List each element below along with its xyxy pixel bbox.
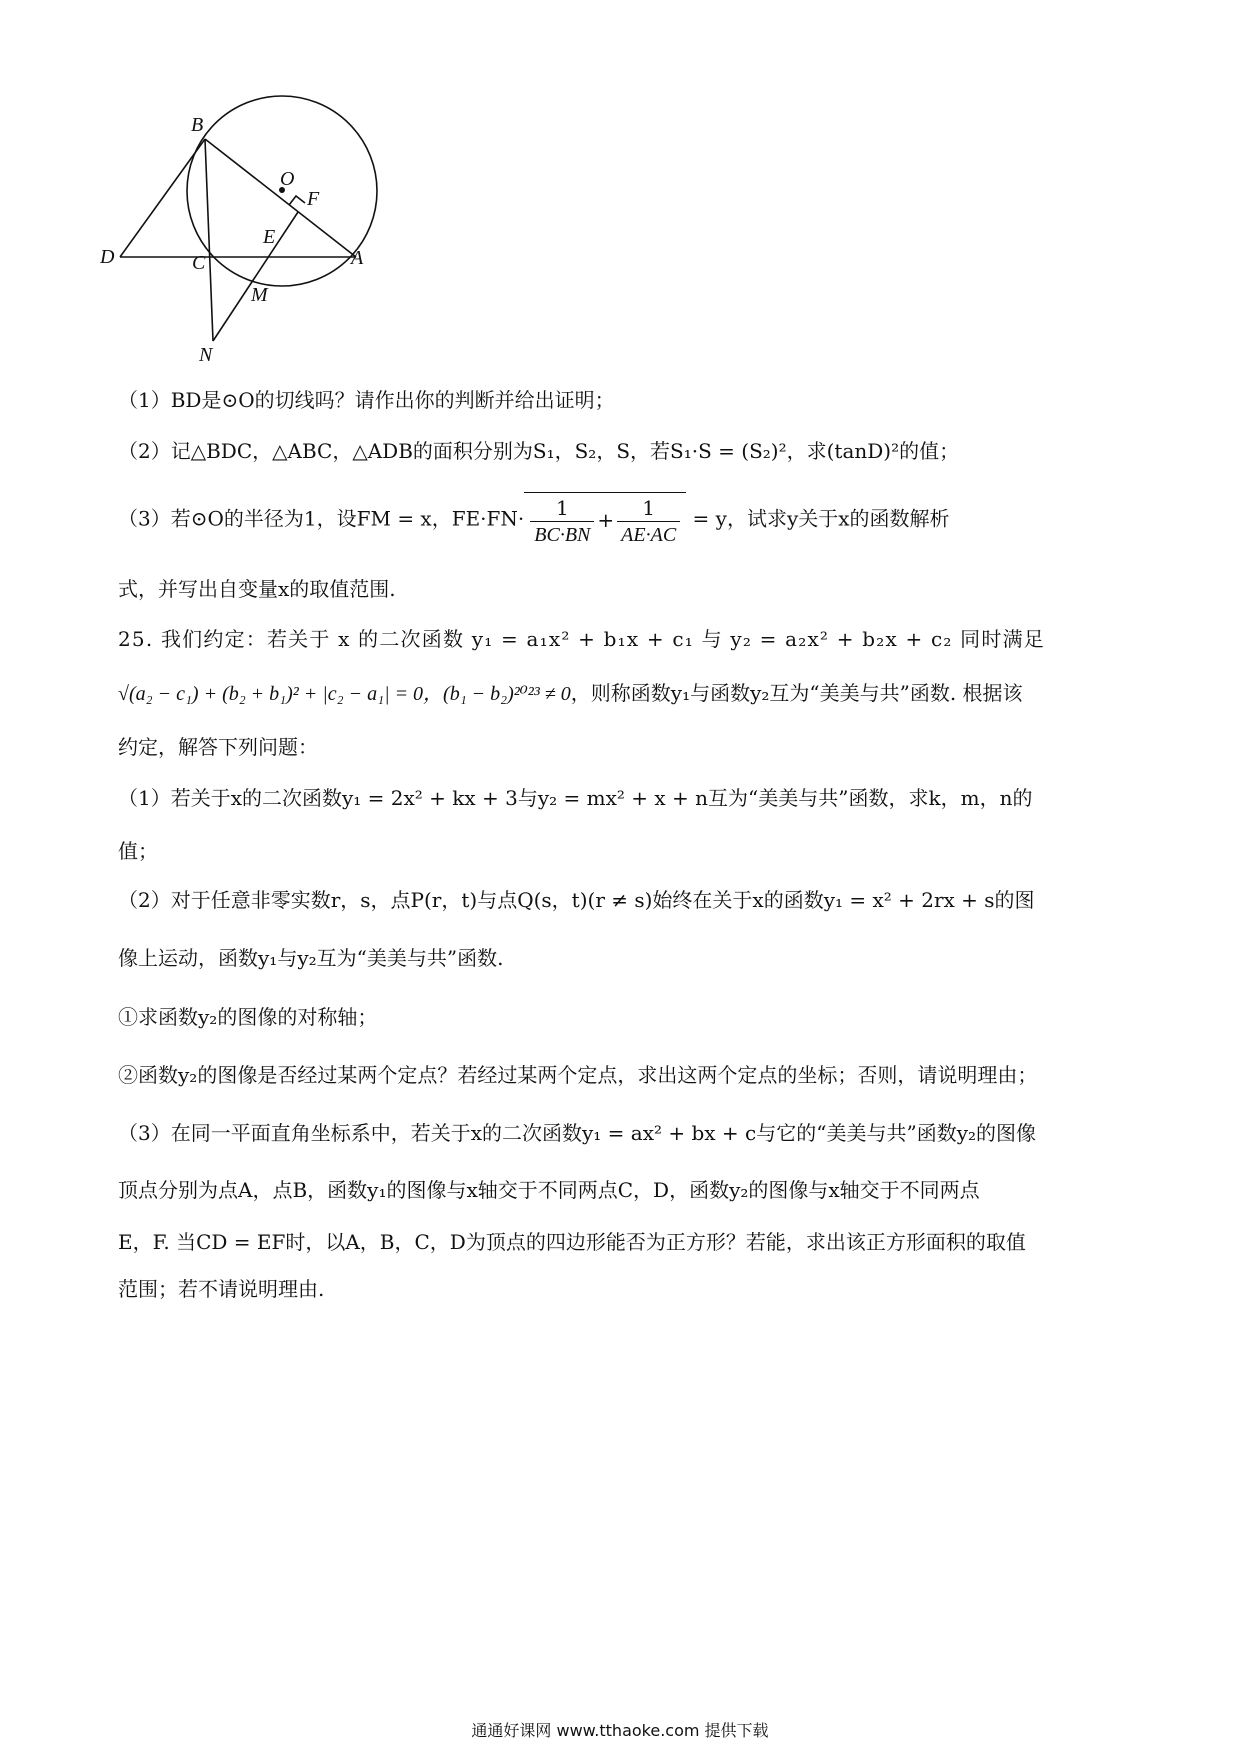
q25-part3-line2: 顶点分别为点A，点B，函数y₁的图像与x轴交于不同两点C，D，函数y₂的图像与x轴交于不同两点: [118, 1178, 980, 1202]
q24-part3-text-a: （3）若⊙O的半径为1，设FM = x，FE·FN·: [118, 506, 525, 531]
plus-sign: +: [597, 508, 615, 532]
q25-part2-item1: ①求函数y₂的图像的对称轴；: [118, 1005, 378, 1029]
q25-condition-formula: √(a₂ − c₁) + (b₂ + b₁)² + |c₂ − a₁| = 0，(b₁ − b₂)²⁰²³ ≠ 0: [118, 683, 571, 705]
q24-part3-fraction-1: [530, 495, 594, 548]
page-footer: 通通好课网 www.tthaoke.com 提供下载: [471, 1721, 769, 1740]
segment-bn: [205, 139, 213, 341]
label-b: B: [191, 114, 204, 136]
q24-part2: （2）记△BDC，△ABC，△ADB的面积分别为S₁，S₂，S，若S₁·S = (S₂)²，求(tanD)²的值；: [118, 439, 960, 463]
q25-part2-line1: （2）对于任意非零实数r，s，点P(r，t)与点Q(s，t)(r ≠ s)始终在关于x的函数y₁ = x² + 2rx + s的图: [118, 888, 1035, 912]
q25-intro-line1: 25. 我们约定：若关于 x 的二次函数 y₁ = a₁x² + b₁x + c₁ 与 y₂ = a₂x² + b₂x + c₂ 同时满足: [118, 627, 1045, 651]
geometry-figure: [100, 95, 440, 415]
label-f: F: [307, 188, 320, 210]
label-e: E: [263, 226, 276, 248]
label-c: C: [192, 252, 206, 274]
q24-part3-text-b: = y，试求y关于x的函数解析: [692, 506, 950, 531]
fraction-1-denominator: BC·BN: [534, 524, 591, 546]
fraction-1-numerator: 1: [530, 495, 594, 522]
label-o: O: [280, 168, 295, 190]
fraction-2-numerator: 1: [617, 495, 680, 522]
q24-part3-line1: [118, 492, 950, 548]
q25-part3-line1: （3）在同一平面直角坐标系中，若关于x的二次函数y₁ = ax² + bx + c与它的“美美与共”函数y₂的图像: [118, 1121, 1037, 1145]
q25-part3-line4: 范围；若不请说明理由.: [118, 1277, 325, 1301]
q24-part3-line2: 式，并写出自变量x的取值范围.: [118, 577, 396, 601]
q24-part3-radical: [524, 492, 686, 548]
q25-intro-line3: 约定，解答下列问题：: [118, 735, 318, 759]
q25-part3-line3: E，F. 当CD = EF时，以A，B，C，D为顶点的四边形能否为正方形？若能，求出该正方形面积的取值: [118, 1230, 1026, 1254]
q25-intro-line2: [118, 680, 1023, 707]
q25-part1-line1: （1）若关于x的二次函数y₁ = 2x² + kx + 3与y₂ = mx² + x + n互为“美美与共”函数，求k，m，n的: [118, 786, 1033, 810]
label-n: N: [199, 344, 213, 366]
q25-part2-line2: 像上运动，函数y₁与y₂互为“美美与共”函数.: [118, 946, 504, 970]
right-angle-mark: [289, 196, 305, 205]
label-d: D: [100, 246, 115, 268]
q25-intro-line2-text: ，则称函数y₁与函数y₂互为“美美与共”函数. 根据该: [570, 681, 1023, 705]
q25-part2-item2: ②函数y₂的图像是否经过某两个定点？若经过某两个定点，求出这两个定点的坐标；否则，请说明理由；: [118, 1063, 1038, 1087]
segment-bd: [120, 139, 205, 257]
fraction-2-denominator: AE·AC: [621, 524, 677, 546]
q24-part3-fraction-2: [617, 495, 680, 548]
q24-part1: （1）BD是⊙O的切线吗？请作出你的判断并给出证明；: [118, 388, 615, 412]
q25-part1-line2: 值；: [118, 839, 158, 863]
segment-fn: [213, 212, 298, 341]
label-m: M: [251, 284, 268, 306]
label-a: A: [351, 247, 364, 269]
